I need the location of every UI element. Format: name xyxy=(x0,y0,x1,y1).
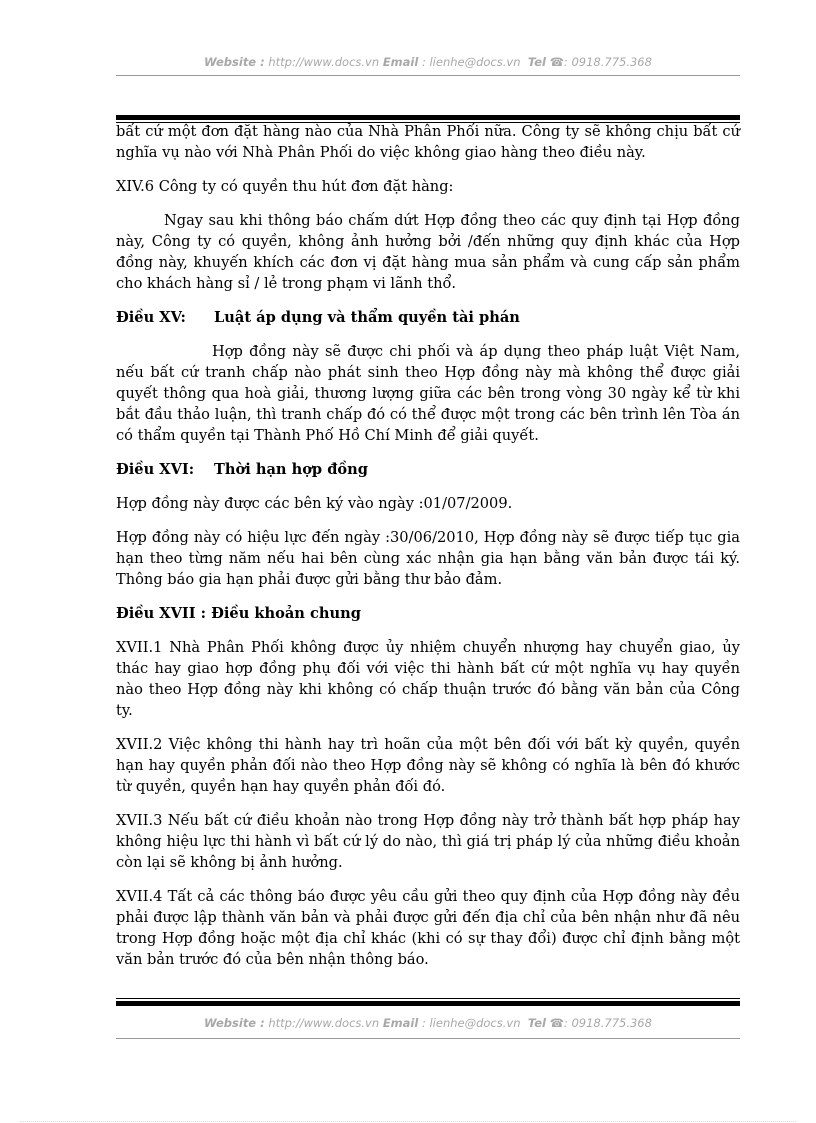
paragraph: Hợp đồng này được các bên ký vào ngày :01/07/2009. xyxy=(116,495,513,512)
paragraph: Ngay sau khi thông báo chấm dứt Hợp đồng theo các quy định tại Hợp đồng này, Công ty có quyền, không ảnh hưởng bởi /đến những quy định khác của Hợp đồng này, khuyến khích các đơn vị đặt hàng mua sản phẩm và cung cấp sản phẩm cho khách hàng sỉ / lẻ trong phạm vi lãnh thổ. xyxy=(116,212,740,292)
header-rule xyxy=(116,75,740,76)
page-header xyxy=(116,55,740,69)
phone-icon: ☎ xyxy=(549,1016,564,1030)
footer-rule xyxy=(116,1038,740,1039)
article-title: Thời hạn hợp đồng xyxy=(214,461,368,478)
page-edge xyxy=(20,1121,796,1122)
header-email-label: Email xyxy=(382,55,419,69)
document-body xyxy=(116,121,740,983)
article-number: Điều XVI: xyxy=(116,461,195,478)
article-heading xyxy=(116,459,740,480)
paragraph: Hợp đồng này có hiệu lực đến ngày :30/06/2010, Hợp đồng này sẽ được tiếp tục gia hạn theo từng năm nếu hai bên cùng xác nhận gia hạn bằng văn bản được tái ký. Thông báo gia hạn phải được gửi bằng thư bảo đảm. xyxy=(116,529,740,588)
clause-xvii-4: XVII.4 Tất cả các thông báo được yêu cầu gửi theo quy định của Hợp đồng này đều phải được lập thành văn bản và phải được gửi đến địa chỉ của bên nhận như đã nêu trong Hợp đồng hoặc một địa chỉ khác (khi có sự thay đổi) được chỉ định bằng một văn bản trước đó của bên nhận thông báo. xyxy=(116,888,740,968)
header-tel-label: Tel xyxy=(527,55,546,69)
phone-icon: ☎ xyxy=(549,55,564,69)
clause-xiv-6: XIV.6 Công ty có quyền thu hút đơn đặt hàng: xyxy=(116,178,454,195)
footer-website-label: Website : xyxy=(204,1016,265,1030)
clause-xvii-2: XVII.2 Việc không thi hành hay trì hoãn của một bên đối với bất kỳ quyền, quyền hạn hay quyền phản đối nào theo Hợp đồng này sẽ không có nghĩa là bên đó khước từ quyền, quyền hạn hay quyền phản đối đó. xyxy=(116,736,740,795)
footer-email-link[interactable]: : lienhe@docs.vn xyxy=(421,1016,521,1030)
clause-xvii-1: XVII.1 Nhà Phân Phối không được ủy nhiệm chuyển nhượng hay chuyển giao, ủy thác hay giao hợp đồng phụ đối với việc thi hành bất cứ một nghĩa vụ hay quyền nào theo Hợp đồng này khi không có chấp thuận trước đó bằng văn bản của Công ty. xyxy=(116,639,740,719)
footer-website-link[interactable]: http://www.docs.vn xyxy=(268,1016,380,1030)
paragraph: Hợp đồng này sẽ được chi phối và áp dụng theo pháp luật Việt Nam, nếu bất cứ tranh chấp nào phát sinh theo Hợp đồng này mà không thể được giải quyết thông qua hoà giải, thương lượng giữa các bên trong vòng 30 ngày kể từ khi bắt đầu thảo luận, thì tranh chấp đó có thể được một trong các bên trình lên Tòa án có thẩm quyền tại Thành Phố Hồ Chí Minh để giải quyết. xyxy=(116,343,740,444)
footer-thin-divider xyxy=(116,998,740,999)
footer-email-label: Email xyxy=(382,1016,419,1030)
header-tel-value: : 0918.775.368 xyxy=(563,55,652,69)
clause-xvii-3: XVII.3 Nếu bất cứ điều khoản nào trong Hợp đồng này trở thành bất hợp pháp hay không hiệu lực thi hành vì bất cứ lý do nào, thì giá trị pháp lý của những điều khoản còn lại sẽ không bị ảnh hưởng. xyxy=(116,812,740,871)
footer-thick-divider xyxy=(116,1001,740,1006)
footer-tel-label: Tel xyxy=(527,1016,546,1030)
article-number: Điều XV: xyxy=(116,309,186,326)
article-heading: Điều XVII : Điều khoản chung xyxy=(116,605,361,622)
page-footer xyxy=(116,1016,740,1030)
footer-tel-value: : 0918.775.368 xyxy=(563,1016,652,1030)
header-website-link[interactable]: http://www.docs.vn xyxy=(268,55,380,69)
header-website-label: Website : xyxy=(204,55,265,69)
header-email-link[interactable]: : lienhe@docs.vn xyxy=(421,55,521,69)
article-title: Luật áp dụng và thẩm quyền tài phán xyxy=(214,309,520,326)
paragraph: bất cứ một đơn đặt hàng nào của Nhà Phân Phối nữa. Công ty sẽ không chịu bất cứ nghĩa vụ nào với Nhà Phân Phối do việc không giao hàng theo điều này. xyxy=(116,123,740,161)
article-heading xyxy=(116,307,740,328)
header-thick-divider xyxy=(116,115,740,120)
